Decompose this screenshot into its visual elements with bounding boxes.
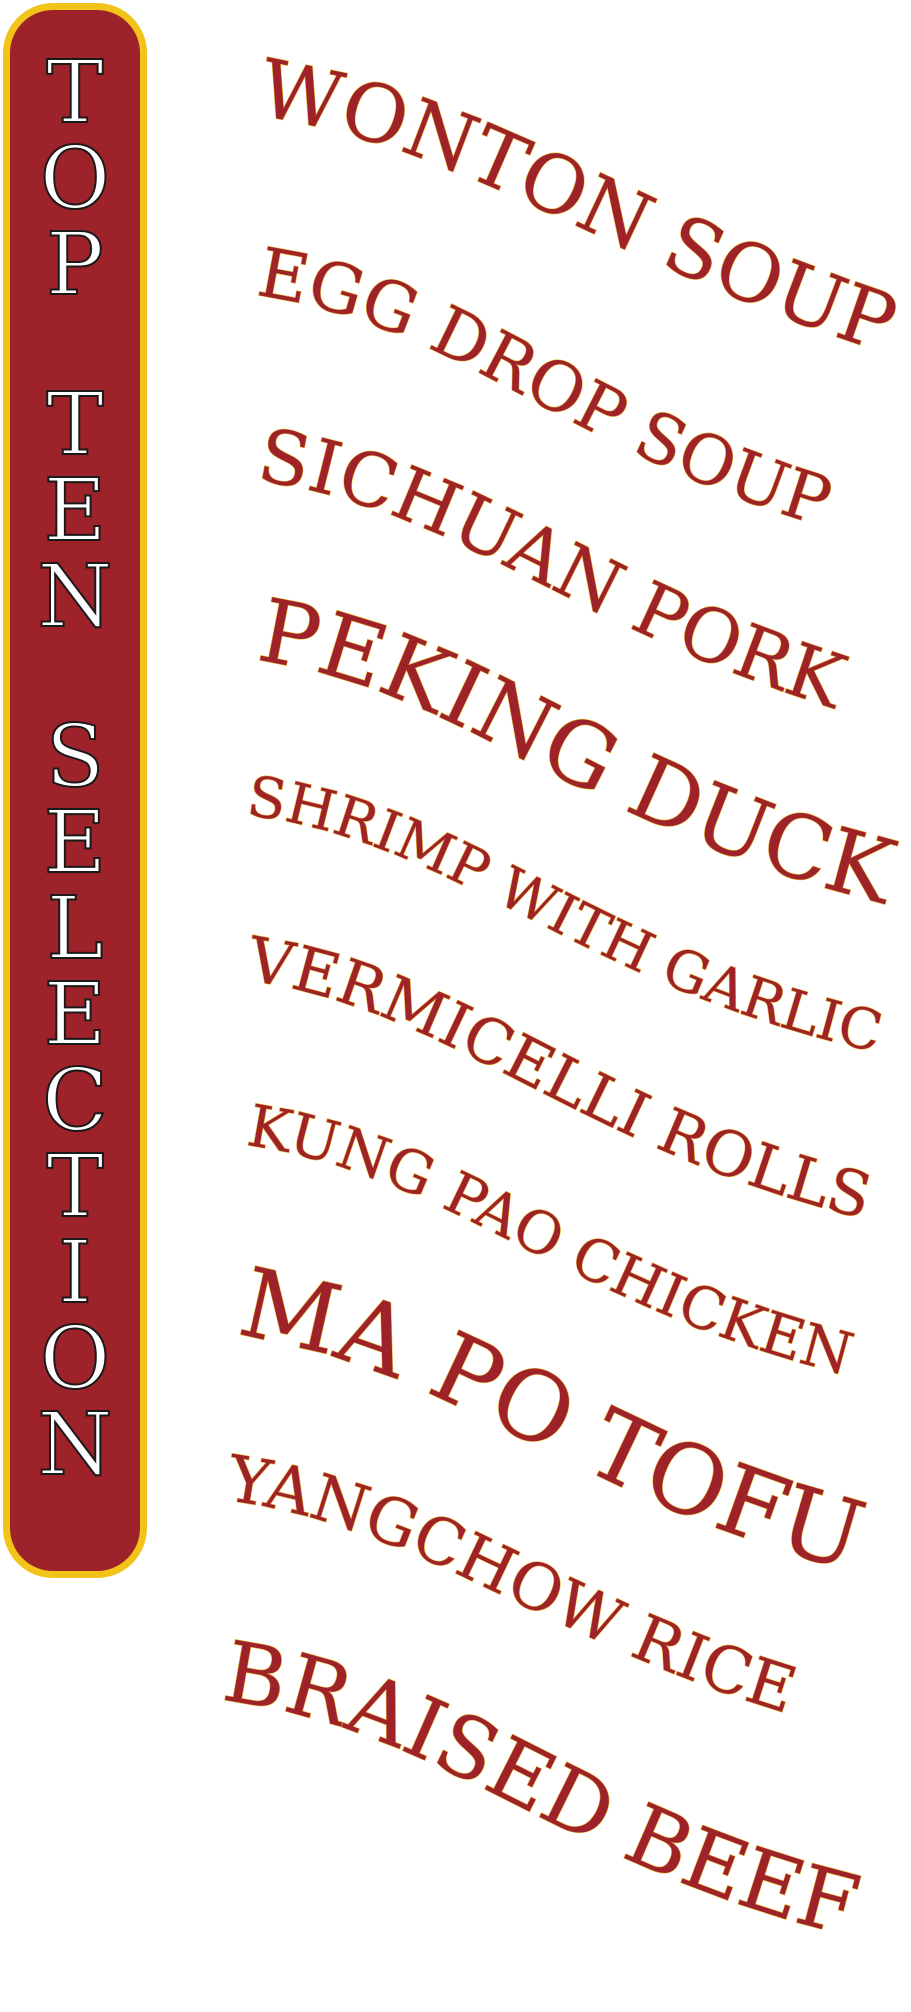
banner-letter: P <box>46 215 104 315</box>
dish-yangchow-rice: YANGCHOW RICE <box>222 1442 805 1729</box>
banner-letter: E <box>43 461 107 561</box>
dish-ma-po-tofu: MA PO TOFU <box>230 1246 877 1594</box>
dish-sichuan-pork: SICHUAN PORK <box>252 412 856 726</box>
dish-wonton-soup: WONTON SOUP <box>251 41 908 371</box>
banner-letter: O <box>39 1309 111 1409</box>
banner-letter: T <box>46 43 104 143</box>
dish-vermicelli-rolls: VERMICELLI ROLLS <box>242 922 880 1234</box>
banner-letter: T <box>46 1137 104 1237</box>
banner-letter: L <box>46 879 104 979</box>
dish-braised-beef: BRAISED BEEF <box>216 1622 869 1956</box>
dish-peking-duck: PEKING DUCK <box>251 578 906 925</box>
banner-letter: C <box>42 1051 108 1151</box>
banner-letter: T <box>46 375 104 475</box>
banner-letter: N <box>37 547 113 647</box>
banner-letter: E <box>43 793 107 893</box>
dish-egg-drop-soup: EGG DROP SOUP <box>252 233 841 543</box>
banner-letter: E <box>43 965 107 1065</box>
dish-kung-pao-chicken: KUNG PAO CHICKEN <box>242 1091 861 1389</box>
banner-letter: I <box>58 1223 92 1323</box>
dish-shrimp-with-garlic: SHRIMP WITH GARLIC <box>243 764 889 1066</box>
banner-letter: N <box>37 1395 113 1495</box>
banner-letter: O <box>39 129 111 229</box>
banner-letter: S <box>45 707 105 807</box>
